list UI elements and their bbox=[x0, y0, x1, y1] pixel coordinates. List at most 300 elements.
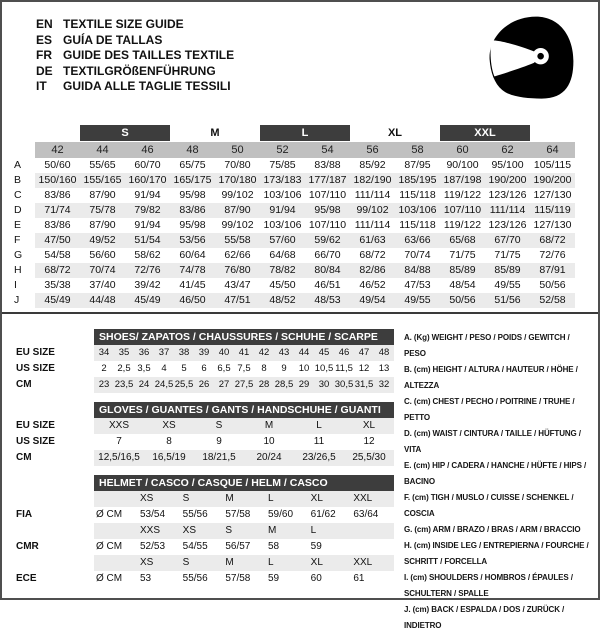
lower-section bbox=[2, 314, 598, 634]
measurement-value: 187/198 bbox=[440, 173, 485, 188]
measurement-value: 45/49 bbox=[125, 293, 170, 308]
helmet-size-label: XXS bbox=[138, 523, 181, 539]
measurement-value: 82/86 bbox=[350, 263, 395, 278]
measurement-row bbox=[9, 278, 575, 293]
measurement-value: 95/98 bbox=[305, 203, 350, 218]
unit-label: Ø CM bbox=[96, 541, 123, 552]
cell-value: 13 bbox=[378, 363, 390, 374]
measurement-value: 46/50 bbox=[170, 293, 215, 308]
cell-value: 23/26,5 bbox=[294, 450, 344, 466]
helmet-size-label: L bbox=[266, 491, 309, 507]
measurement-value: 59/62 bbox=[305, 233, 350, 248]
measurement-row bbox=[9, 233, 575, 248]
cell-value: 6,5 bbox=[217, 363, 231, 374]
helmet-size-label: XS bbox=[138, 555, 181, 571]
helmet-size-label: M bbox=[223, 555, 266, 571]
helmet-size-label: XS bbox=[181, 523, 224, 539]
cell-value: 8 bbox=[261, 363, 267, 374]
measurement-value: 83/86 bbox=[44, 219, 71, 231]
helmet-size-label: XS bbox=[138, 491, 181, 507]
measurement-value: 71/75 bbox=[494, 249, 521, 261]
cell-value: 30 bbox=[314, 377, 334, 393]
helmet-size-label: XXL bbox=[351, 555, 394, 571]
measurement-value: 55/58 bbox=[215, 233, 260, 248]
measurement-value: 103/106 bbox=[263, 219, 302, 231]
language-title: TEXTILE SIZE GUIDE bbox=[63, 17, 184, 31]
measurement-value: 185/195 bbox=[395, 173, 440, 188]
cell-value: 12,5/16,5 bbox=[94, 450, 144, 466]
helmet-value: 63/64 bbox=[353, 509, 379, 520]
measurement-value: 123/126 bbox=[488, 219, 527, 231]
measurement-value: 103/106 bbox=[395, 203, 440, 218]
measurement-value: 87/90 bbox=[215, 203, 260, 218]
certification-label: FIA bbox=[10, 507, 94, 523]
unit-label: Ø CM bbox=[96, 573, 123, 584]
measurement-value: 70/80 bbox=[224, 159, 251, 171]
helmet-sizes-row bbox=[10, 491, 394, 507]
measurement-value: 47/51 bbox=[215, 293, 260, 308]
certification-label: ECE bbox=[10, 571, 94, 587]
cell-value: 10,5 bbox=[314, 363, 334, 374]
size-group-label bbox=[35, 125, 80, 141]
cell-value: L bbox=[294, 418, 344, 434]
cell-value: 4 bbox=[161, 363, 167, 374]
helmet-size-label: XXL bbox=[351, 491, 394, 507]
cell-value: 48 bbox=[374, 345, 394, 361]
measurement-value: 190/200 bbox=[485, 173, 530, 188]
measurement-value: 177/187 bbox=[305, 173, 350, 188]
cell-value: 23 bbox=[94, 377, 114, 393]
shoes-table bbox=[10, 329, 394, 393]
cell-value: 44 bbox=[294, 345, 314, 361]
measurement-value: 67/70 bbox=[485, 233, 530, 248]
measurement-value: 160/170 bbox=[125, 173, 170, 188]
cell-value: 11,5 bbox=[335, 363, 353, 374]
helmet-value: 54/55 bbox=[182, 541, 208, 552]
size-group-label: M bbox=[210, 127, 220, 139]
cell-value: 34 bbox=[94, 345, 114, 361]
measurement-row bbox=[9, 293, 575, 308]
measurement-value: 64/68 bbox=[269, 249, 296, 261]
measurement-value: 83/86 bbox=[44, 189, 71, 201]
helmet-value: 52/53 bbox=[140, 541, 166, 552]
language-title: GUIDE DES TAILLES TEXTILE bbox=[63, 48, 235, 62]
measurement-value: 57/60 bbox=[260, 233, 305, 248]
cell-value: M bbox=[244, 418, 294, 434]
cell-value: 24,5 bbox=[154, 377, 174, 393]
measurement-value: 56/60 bbox=[89, 249, 116, 261]
measurement-value: 60/70 bbox=[134, 159, 161, 171]
numeric-size: 54 bbox=[305, 142, 350, 158]
measurement-value: 127/130 bbox=[533, 189, 572, 201]
helmet-table-header: HELMET / CASCO / CASQUE / HELM / CASCO bbox=[94, 475, 394, 491]
measurement-value: 95/98 bbox=[179, 219, 206, 231]
cell-value: 3,5 bbox=[137, 363, 151, 374]
measurement-value: 107/110 bbox=[440, 203, 485, 218]
legend-item: J. (cm) BACK / ESPALDA / DOS / ZURÜCK / INDIETRO bbox=[404, 605, 565, 630]
measurement-value: 95/98 bbox=[179, 189, 206, 201]
measurement-value: 72/76 bbox=[125, 263, 170, 278]
accessory-tables bbox=[10, 329, 394, 634]
measurement-value: 87/90 bbox=[89, 189, 116, 201]
size-group-label: XL bbox=[387, 127, 403, 139]
legend-item: F. (cm) TIGH / MUSLO / CUISSE / SCHENKEL / COSCIA bbox=[404, 493, 574, 518]
cell-value: 45 bbox=[314, 345, 334, 361]
helmet-value: 57/58 bbox=[225, 509, 251, 520]
cell-value: 10 bbox=[263, 436, 275, 447]
numeric-size: 62 bbox=[485, 142, 530, 158]
measurement-value: 173/183 bbox=[260, 173, 305, 188]
cell-value: 36 bbox=[134, 345, 154, 361]
cell-value: 46 bbox=[334, 345, 354, 361]
table-row bbox=[10, 345, 394, 361]
measurement-value: 84/88 bbox=[395, 263, 440, 278]
measurement-value: 45/49 bbox=[35, 293, 80, 308]
legend-item: A. (Kg) WEIGHT / PESO / POIDS / GEWITCH / PESO bbox=[404, 333, 570, 358]
language-code: FR bbox=[36, 48, 52, 62]
page-header bbox=[2, 2, 598, 125]
measurement-value: 45/50 bbox=[269, 279, 296, 291]
helmet-table bbox=[10, 475, 394, 587]
cell-value: 10 bbox=[298, 363, 310, 374]
measurement-value: 70/74 bbox=[404, 249, 431, 261]
measurement-value: 44/48 bbox=[80, 293, 125, 308]
measurement-value: 111/114 bbox=[354, 189, 391, 201]
measurement-value: 78/82 bbox=[260, 263, 305, 278]
measurement-value: 170/180 bbox=[215, 173, 260, 188]
helmet-size-label: M bbox=[266, 523, 309, 539]
cell-value: 2,5 bbox=[117, 363, 131, 374]
measurement-letter: C bbox=[14, 189, 22, 201]
cell-value: 8 bbox=[166, 436, 172, 447]
measurement-value: 37/40 bbox=[89, 279, 116, 291]
measurement-value: 85/89 bbox=[485, 263, 530, 278]
unit-spacer bbox=[94, 555, 138, 571]
helmet-value: 56/57 bbox=[225, 541, 251, 552]
size-group-row bbox=[9, 125, 575, 141]
unit-spacer bbox=[94, 523, 138, 539]
cell-value: 25,5/30 bbox=[344, 450, 394, 466]
cell-value: 12 bbox=[363, 436, 375, 447]
language-code: ES bbox=[36, 32, 53, 47]
measurement-value: 50/56 bbox=[539, 279, 566, 291]
measurement-value: 87/95 bbox=[404, 159, 431, 171]
measurement-value: 62/66 bbox=[224, 249, 251, 261]
table-row bbox=[10, 450, 394, 466]
cell-value: 27 bbox=[214, 377, 234, 393]
row-label: EU SIZE bbox=[10, 418, 94, 434]
measurement-value: 107/110 bbox=[308, 189, 347, 201]
cell-value: 28,5 bbox=[274, 377, 294, 393]
numeric-size: 56 bbox=[350, 142, 395, 158]
measurement-value: 182/190 bbox=[350, 173, 395, 188]
measurement-value: 119/122 bbox=[443, 219, 482, 231]
helmet-value: 55/56 bbox=[182, 509, 208, 520]
cell-value: 47 bbox=[354, 345, 374, 361]
cell-value: 7,5 bbox=[237, 363, 251, 374]
legend-item: H. (cm) INSIDE LEG / ENTREPIERNA / FOURCHE / SCHRITT / FORCELLA bbox=[404, 541, 589, 566]
table-row bbox=[10, 434, 394, 450]
shoes-table-header: SHOES/ ZAPATOS / CHAUSSURES / SCHUHE / SCARPE bbox=[94, 329, 394, 345]
cell-value: S bbox=[194, 418, 244, 434]
measurement-value: 71/74 bbox=[35, 203, 80, 218]
measurement-row bbox=[9, 203, 575, 218]
main-size-table bbox=[9, 125, 575, 308]
cell-value: 30,5 bbox=[334, 377, 354, 393]
measurement-value: 49/54 bbox=[350, 293, 395, 308]
cell-value: 23,5 bbox=[114, 377, 134, 393]
measurement-value: 75/85 bbox=[269, 159, 296, 171]
cell-value: 11 bbox=[313, 436, 325, 447]
measurement-value: 87/91 bbox=[530, 263, 575, 278]
cell-value: 7 bbox=[116, 436, 122, 447]
helmet-value: 61/62 bbox=[310, 509, 336, 520]
numeric-size: 46 bbox=[125, 142, 170, 158]
helmet-value bbox=[351, 539, 394, 555]
measurement-value: 115/118 bbox=[399, 189, 436, 201]
measurement-value: 111/114 bbox=[354, 219, 391, 231]
numeric-size-spacer bbox=[9, 142, 35, 158]
helmet-value: 61 bbox=[353, 573, 365, 584]
measurement-value: 58/62 bbox=[134, 249, 161, 261]
measurement-letter: H bbox=[14, 264, 22, 276]
measurement-value: 87/90 bbox=[89, 219, 116, 231]
helmet-value: 59/60 bbox=[268, 509, 294, 520]
measurement-value: 150/160 bbox=[35, 173, 80, 188]
helmet-sizes-row bbox=[10, 523, 394, 539]
numeric-size: 50 bbox=[215, 142, 260, 158]
measurement-value: 61/63 bbox=[350, 233, 395, 248]
measurement-value: 66/70 bbox=[314, 249, 341, 261]
measurement-value: 79/82 bbox=[125, 203, 170, 218]
row-label bbox=[10, 555, 94, 571]
helmet-data-row bbox=[10, 539, 394, 555]
measurement-value: 52/58 bbox=[530, 293, 575, 308]
measurement-value: 83/88 bbox=[314, 159, 341, 171]
measurement-value: 68/72 bbox=[359, 249, 386, 261]
cell-value: 43 bbox=[274, 345, 294, 361]
measurement-value: 123/126 bbox=[488, 189, 527, 201]
measurement-value: 91/94 bbox=[134, 189, 161, 201]
measurement-value: 115/118 bbox=[399, 219, 436, 231]
cell-value: 35 bbox=[114, 345, 134, 361]
measurement-value: 39/42 bbox=[134, 279, 161, 291]
helmet-value: 58 bbox=[268, 541, 280, 552]
unit-spacer bbox=[94, 491, 138, 507]
table-row bbox=[10, 377, 394, 393]
measurement-value: 49/52 bbox=[80, 233, 125, 248]
numeric-size: 52 bbox=[260, 142, 305, 158]
helmet-value: 53/54 bbox=[140, 509, 166, 520]
numeric-size: 64 bbox=[530, 142, 575, 158]
measurement-value: 60/64 bbox=[179, 249, 206, 261]
cell-value: XXS bbox=[94, 418, 144, 434]
measurement-value: 55/65 bbox=[89, 159, 116, 171]
row-label: US SIZE bbox=[10, 361, 94, 377]
helmet-value: 60 bbox=[310, 573, 322, 584]
measurement-value: 65/75 bbox=[179, 159, 206, 171]
cell-value: 29 bbox=[294, 377, 314, 393]
cell-value: 40 bbox=[214, 345, 234, 361]
measurement-row bbox=[9, 158, 575, 173]
measurement-value: 46/52 bbox=[359, 279, 386, 291]
helmet-size-label: XL bbox=[309, 555, 352, 571]
table-row bbox=[10, 361, 394, 377]
row-label: CM bbox=[10, 450, 94, 466]
helmet-size-label bbox=[351, 523, 394, 539]
legend-item: D. (cm) WAIST / CINTURA / TAILLE / HÜFTUNG / VITA bbox=[404, 429, 581, 454]
measurement-value: 65/68 bbox=[440, 233, 485, 248]
measurement-value: 85/89 bbox=[440, 263, 485, 278]
measurement-row bbox=[9, 173, 575, 188]
measurement-value: 46/51 bbox=[314, 279, 341, 291]
cell-value: 41 bbox=[234, 345, 254, 361]
measurement-value: 155/165 bbox=[80, 173, 125, 188]
helmet-value: 59 bbox=[310, 541, 322, 552]
size-group-label: S bbox=[80, 125, 170, 141]
cell-value: 32 bbox=[374, 377, 394, 393]
measurement-value: 99/102 bbox=[350, 203, 395, 218]
measurement-value: 115/119 bbox=[530, 203, 575, 218]
cell-value: 20/24 bbox=[244, 450, 294, 466]
size-group-spacer bbox=[9, 125, 35, 141]
measurement-value: 47/53 bbox=[404, 279, 431, 291]
certification-label: CMR bbox=[10, 539, 94, 555]
measurement-value: 68/72 bbox=[530, 233, 575, 248]
cell-value: 6 bbox=[201, 363, 207, 374]
row-label: EU SIZE bbox=[10, 345, 94, 361]
measurement-value: 80/84 bbox=[305, 263, 350, 278]
numeric-size: 42 bbox=[35, 142, 80, 158]
cell-value: 2 bbox=[101, 363, 107, 374]
helmet-data-row bbox=[10, 571, 394, 587]
cell-value: 27,5 bbox=[234, 377, 254, 393]
gloves-table bbox=[10, 402, 394, 466]
measurement-row bbox=[9, 188, 575, 203]
legend-item: G. (cm) ARM / BRAZO / BRAS / ARM / BRACCIO bbox=[404, 525, 581, 534]
measurement-value: 68/72 bbox=[35, 263, 80, 278]
cell-value: XS bbox=[144, 418, 194, 434]
cell-value: 12 bbox=[358, 363, 370, 374]
measurement-value: 72/76 bbox=[539, 249, 566, 261]
measurement-value: 41/45 bbox=[179, 279, 206, 291]
measurement-letter: A bbox=[14, 159, 22, 171]
measurement-value: 190/200 bbox=[530, 173, 575, 188]
cell-value: 16,5/19 bbox=[144, 450, 194, 466]
row-label: US SIZE bbox=[10, 434, 94, 450]
numeric-size: 58 bbox=[395, 142, 440, 158]
cell-value: 5 bbox=[181, 363, 187, 374]
measurement-value: 91/94 bbox=[260, 203, 305, 218]
cell-value: 25,5 bbox=[174, 377, 194, 393]
measurement-value: 111/114 bbox=[485, 203, 530, 218]
measurement-value: 105/115 bbox=[533, 159, 572, 171]
size-group-label: L bbox=[260, 125, 350, 141]
measurement-letter: D bbox=[14, 204, 22, 216]
measurement-letter: I bbox=[14, 279, 17, 291]
language-code: DE bbox=[36, 63, 53, 78]
measurement-value: 99/102 bbox=[221, 189, 254, 201]
measurement-value: 51/56 bbox=[485, 293, 530, 308]
measurement-value: 103/106 bbox=[263, 189, 302, 201]
helmet-size-label: XL bbox=[309, 491, 352, 507]
cell-value: 31,5 bbox=[354, 377, 374, 393]
measurement-value: 47/50 bbox=[35, 233, 80, 248]
numeric-size: 48 bbox=[170, 142, 215, 158]
measurement-value: 75/78 bbox=[80, 203, 125, 218]
measurement-value: 76/80 bbox=[215, 263, 260, 278]
size-group-label: XXL bbox=[440, 125, 530, 141]
numeric-size-row bbox=[9, 142, 575, 158]
measurement-value: 50/56 bbox=[440, 293, 485, 308]
cell-value: 38 bbox=[174, 345, 194, 361]
measurement-letter: B bbox=[14, 174, 22, 186]
measurement-value: 49/55 bbox=[494, 279, 521, 291]
helmet-value: 53 bbox=[140, 573, 152, 584]
measurement-row bbox=[9, 218, 575, 233]
size-group-label bbox=[530, 125, 575, 141]
measurement-value: 165/175 bbox=[170, 173, 215, 188]
helmet-size-label: L bbox=[309, 523, 352, 539]
language-title: GUÍA DE TALLAS bbox=[63, 32, 163, 47]
numeric-size: 60 bbox=[440, 142, 485, 158]
measurement-value: 50/60 bbox=[44, 159, 71, 171]
measurement-value: 48/52 bbox=[260, 293, 305, 308]
numeric-size: 44 bbox=[80, 142, 125, 158]
measurement-value: 85/92 bbox=[359, 159, 386, 171]
measurement-value: 83/86 bbox=[170, 203, 215, 218]
gloves-table-header: GLOVES / GUANTES / GANTS / HANDSCHUHE / GUANTI bbox=[94, 402, 394, 418]
measurement-value: 95/100 bbox=[491, 159, 524, 171]
measurement-value: 99/102 bbox=[221, 219, 254, 231]
measurement-value: 49/55 bbox=[395, 293, 440, 308]
measurement-value: 74/78 bbox=[170, 263, 215, 278]
unit-label: Ø CM bbox=[96, 509, 123, 520]
helmet-value: 57/58 bbox=[225, 573, 251, 584]
helmet-size-label: S bbox=[181, 491, 224, 507]
row-label bbox=[10, 523, 94, 539]
measurement-value: 127/130 bbox=[533, 219, 572, 231]
helmet-data-row bbox=[10, 507, 394, 523]
language-title: TEXTILGRÖßENFÜHRUNG bbox=[63, 63, 216, 78]
cell-value: 42 bbox=[254, 345, 274, 361]
measurement-value: 51/54 bbox=[125, 233, 170, 248]
language-code: IT bbox=[36, 79, 47, 93]
table-row bbox=[10, 418, 394, 434]
measurement-legend bbox=[394, 329, 592, 634]
measurement-value: 90/100 bbox=[446, 159, 479, 171]
measurement-value: 91/94 bbox=[134, 219, 161, 231]
cell-value: 24 bbox=[134, 377, 154, 393]
language-code: EN bbox=[36, 17, 53, 31]
helmet-value: 59 bbox=[268, 573, 280, 584]
cell-value: 26 bbox=[194, 377, 214, 393]
measurement-value: 119/122 bbox=[443, 189, 482, 201]
measurement-value: 48/53 bbox=[305, 293, 350, 308]
measurement-value: 107/110 bbox=[308, 219, 347, 231]
measurement-value: 70/74 bbox=[80, 263, 125, 278]
cell-value: 37 bbox=[154, 345, 174, 361]
helmet-sizes-row bbox=[10, 555, 394, 571]
measurement-letter: F bbox=[14, 234, 21, 246]
helmet-size-label: M bbox=[223, 491, 266, 507]
language-title: GUIDA ALLE TAGLIE TESSILI bbox=[63, 79, 231, 93]
measurement-value: 54/58 bbox=[44, 249, 71, 261]
measurement-row bbox=[9, 248, 575, 263]
measurement-value: 63/66 bbox=[395, 233, 440, 248]
measurement-row bbox=[9, 263, 575, 278]
legend-item: E. (cm) HIP / CADERA / HANCHE / HÜFTE / HIPS / BACINO bbox=[404, 461, 587, 486]
